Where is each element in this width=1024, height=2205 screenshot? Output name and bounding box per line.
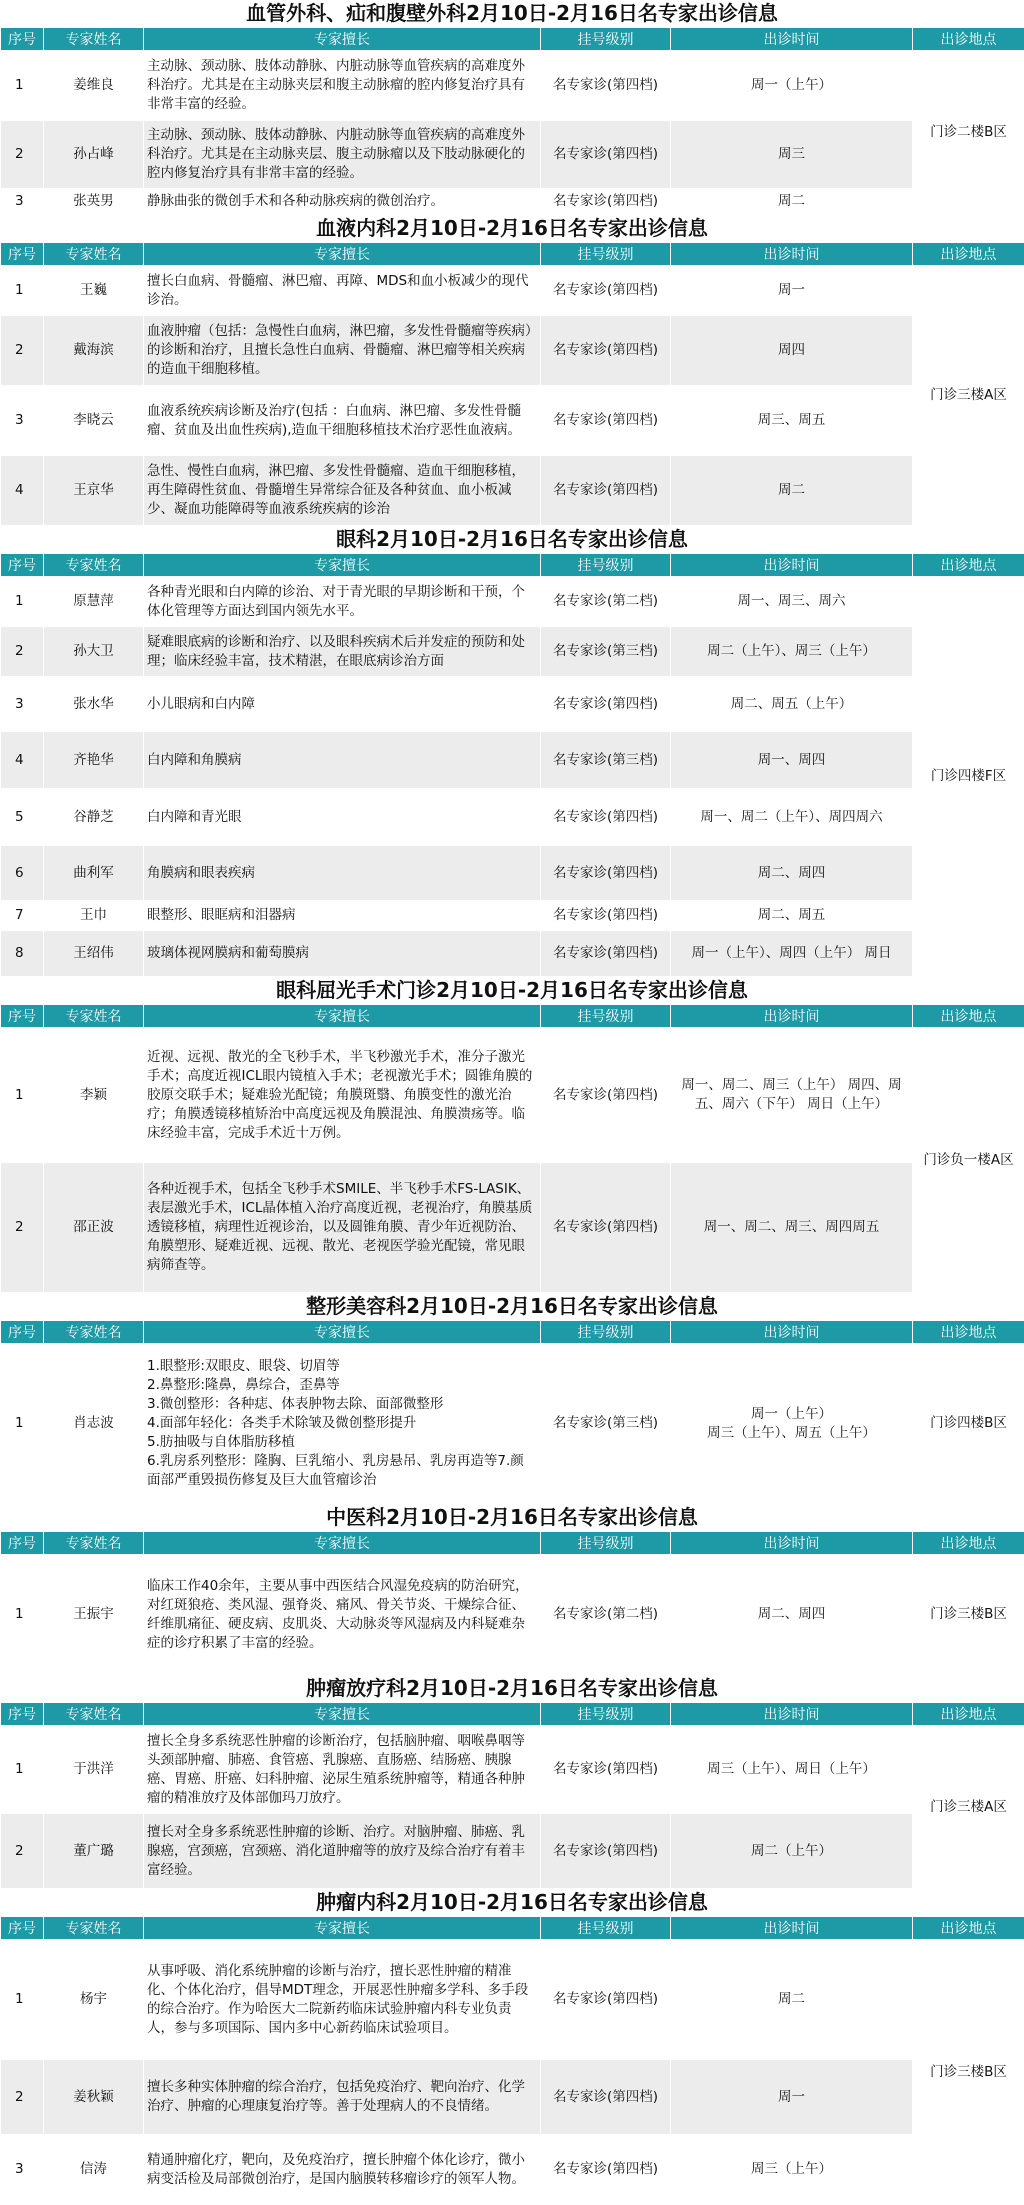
expert-specialty: 眼整形、眼眶病和泪器病 [144, 901, 541, 931]
col-header-specialty: 专家擅长 [144, 243, 541, 266]
row-number: 7 [1, 901, 44, 931]
clinic-time: 周二 [671, 456, 913, 526]
expert-specialty: 静脉曲张的微创手术和各种动脉疾病的微创治疗。 [144, 189, 541, 215]
expert-specialty: 小儿眼病和白内障 [144, 677, 541, 732]
expert-specialty: 血液系统疾病诊断及治疗(包括 ：白血病、淋巴瘤、多发性骨髓瘤、贫血及出血性疾病),造血干细胞移植技术治疗恶性血液病。 [144, 386, 541, 456]
clinic-time: 周三（上午） [671, 2135, 913, 2205]
registration-level: 名专家诊(第三档) [541, 1344, 671, 1504]
col-header-no: 序号 [1, 1532, 44, 1555]
expert-name: 肖志波 [44, 1344, 144, 1504]
table-row [1, 456, 1024, 526]
section-title: 血管外科、疝和腹壁外科2月10日-2月16日名专家出诊信息 [0, 0, 1024, 27]
col-header-no: 序号 [1, 1321, 44, 1344]
expert-name: 信涛 [44, 2135, 144, 2205]
row-number: 1 [1, 1726, 44, 1814]
row-number: 2 [1, 121, 44, 189]
expert-specialty: 临床工作40余年，主要从事中西医结合风湿免疫病的防治研究，对红斑狼疮、类风湿、强脊炎、痛风、骨关节炎、干燥综合征、纤维肌痛征、硬皮病、皮肌炎、大动脉炎等风湿病及内科疑难杂症的诊疗积累了丰富的经验。 [144, 1555, 541, 1675]
col-header-specialty: 专家擅长 [144, 1321, 541, 1344]
expert-name: 齐艳华 [44, 732, 144, 789]
table-row [1, 2135, 1024, 2205]
header-row [1, 1703, 1024, 1726]
table-row [1, 1814, 1024, 1889]
row-number: 8 [1, 931, 44, 977]
clinic-location: 门诊四楼F区 [913, 577, 1024, 977]
row-number: 4 [1, 732, 44, 789]
table-row [1, 2060, 1024, 2135]
col-header-specialty: 专家擅长 [144, 554, 541, 577]
col-header-time: 出诊时间 [671, 1917, 913, 1940]
col-header-level: 挂号级别 [541, 28, 671, 51]
table-row [1, 1163, 1024, 1293]
expert-name: 姜秋颖 [44, 2060, 144, 2135]
registration-level: 名专家诊(第四档) [541, 1163, 671, 1293]
expert-name: 董广璐 [44, 1814, 144, 1889]
col-header-time: 出诊时间 [671, 1005, 913, 1028]
table-row [1, 846, 1024, 901]
col-header-no: 序号 [1, 1917, 44, 1940]
expert-name: 李晓云 [44, 386, 144, 456]
clinic-time: 周一（上午）、周四（上午） 周日 [671, 931, 913, 977]
header-row [1, 1917, 1024, 1940]
expert-specialty: 近视、远视、散光的全飞秒手术，半飞秒激光手术，准分子激光手术；高度近视ICL眼内镜植入手术；老视激光手术；圆锥角膜的胶原交联手术；疑难验光配镜；角膜斑翳、角膜变性的激光治疗；角膜透镜移植矫治中高度远视及角膜混浊、角膜溃疡等。临床经验丰富，完成手术近十万例。 [144, 1028, 541, 1163]
registration-level: 名专家诊(第四档) [541, 1028, 671, 1163]
clinic-time: 周一（上午） 周三（上午）、周五（上午） [671, 1344, 913, 1504]
col-header-name: 专家姓名 [44, 1532, 144, 1555]
col-header-specialty: 专家擅长 [144, 1917, 541, 1940]
section-title: 肿瘤放疗科2月10日-2月16日名专家出诊信息 [0, 1675, 1024, 1702]
registration-level: 名专家诊(第三档) [541, 732, 671, 789]
header-row [1, 28, 1024, 51]
row-number: 1 [1, 1028, 44, 1163]
header-row [1, 1321, 1024, 1344]
clinic-location: 门诊负一楼A区 [913, 1028, 1024, 1293]
clinic-time: 周二、周四 [671, 846, 913, 901]
table-row [1, 189, 1024, 215]
clinic-time: 周一、周三、周六 [671, 577, 913, 627]
col-header-time: 出诊时间 [671, 1532, 913, 1555]
schedule-table [0, 1702, 1024, 1889]
col-header-level: 挂号级别 [541, 1005, 671, 1028]
col-header-specialty: 专家擅长 [144, 1005, 541, 1028]
row-number: 3 [1, 189, 44, 215]
schedule-table [0, 242, 1024, 526]
expert-specialty: 主动脉、颈动脉、肢体动静脉、内脏动脉等血管疾病的高难度外科治疗。尤其是在主动脉夹层、腹主动脉瘤以及下肢动脉硬化的腔内修复治疗具有非常丰富的经验。 [144, 121, 541, 189]
section-title: 血液内科2月10日-2月16日名专家出诊信息 [0, 215, 1024, 242]
clinic-time: 周二（上午）、周三（上午） [671, 627, 913, 677]
schedule-table [0, 27, 1024, 215]
clinic-time: 周二 [671, 189, 913, 215]
registration-level: 名专家诊(第四档) [541, 2060, 671, 2135]
expert-specialty: 1.眼整形:双眼皮、眼袋、切眉等 2.鼻整形:隆鼻，鼻综合，歪鼻等 3.微创整形：各种痣、体表肿物去除、面部微整形 4.面部年轻化：各类手术除皱及微创整形提升 5.肪抽吸与自体脂肪移植 6.乳房系列整形：隆胸、巨乳缩小、乳房悬吊、乳房再造等7.颜面部严重毁损伤修复及巨大血管瘤诊治 [144, 1344, 541, 1504]
registration-level: 名专家诊(第四档) [541, 189, 671, 215]
schedule-table [0, 1004, 1024, 1293]
expert-specialty: 擅长对全身多系统恶性肿瘤的诊断、治疗。对脑肿瘤、肺癌、乳腺癌，宫颈癌，宫颈癌、消化道肿瘤等的放疗及综合治疗有着丰富经验。 [144, 1814, 541, 1889]
table-row [1, 1940, 1024, 2060]
clinic-time: 周二、周四 [671, 1555, 913, 1675]
expert-name: 王京华 [44, 456, 144, 526]
schedule-table [0, 1916, 1024, 2205]
header-row [1, 1532, 1024, 1555]
col-header-name: 专家姓名 [44, 1917, 144, 1940]
registration-level: 名专家诊(第四档) [541, 1940, 671, 2060]
registration-level: 名专家诊(第四档) [541, 846, 671, 901]
clinic-time: 周一（上午） [671, 51, 913, 121]
expert-specialty: 各种青光眼和白内障的诊治、对于青光眼的早期诊断和干预，个体化管理等方面达到国内领先水平。 [144, 577, 541, 627]
col-header-location: 出诊地点 [913, 28, 1024, 51]
expert-name: 李颖 [44, 1028, 144, 1163]
registration-level: 名专家诊(第二档) [541, 577, 671, 627]
table-row [1, 627, 1024, 677]
col-header-location: 出诊地点 [913, 1532, 1024, 1555]
registration-level: 名专家诊(第四档) [541, 51, 671, 121]
col-header-level: 挂号级别 [541, 1703, 671, 1726]
clinic-location: 门诊三楼A区 [913, 266, 1024, 526]
row-number: 2 [1, 1163, 44, 1293]
expert-specialty: 血液肿瘤（包括：急慢性白血病，淋巴瘤，多发性骨髓瘤等疾病）的诊断和治疗，且擅长急性白血病、骨髓瘤、淋巴瘤等相关疾病的造血干细胞移植。 [144, 316, 541, 386]
clinic-time: 周二、周五 [671, 901, 913, 931]
clinic-time: 周一、周二、周三（上午） 周四、周五、周六（下午） 周日（上午） [671, 1028, 913, 1163]
col-header-name: 专家姓名 [44, 1005, 144, 1028]
col-header-specialty: 专家擅长 [144, 1532, 541, 1555]
col-header-specialty: 专家擅长 [144, 28, 541, 51]
schedule-table [0, 553, 1024, 977]
clinic-location: 门诊四楼B区 [913, 1344, 1024, 1504]
expert-name: 孙大卫 [44, 627, 144, 677]
clinic-time: 周四 [671, 316, 913, 386]
table-row [1, 677, 1024, 732]
table-row [1, 931, 1024, 977]
registration-level: 名专家诊(第四档) [541, 266, 671, 316]
header-row [1, 1005, 1024, 1028]
row-number: 1 [1, 266, 44, 316]
section-title: 肿瘤内科2月10日-2月16日名专家出诊信息 [0, 1889, 1024, 1916]
col-header-level: 挂号级别 [541, 1321, 671, 1344]
col-header-specialty: 专家擅长 [144, 1703, 541, 1726]
col-header-time: 出诊时间 [671, 243, 913, 266]
row-number: 6 [1, 846, 44, 901]
expert-specialty: 精通肿瘤化疗，靶向，及免疫治疗，擅长肿瘤个体化诊疗，微小病变活检及局部微创治疗，是国内脑膜转移瘤诊疗的领军人物。 [144, 2135, 541, 2205]
expert-name: 曲利军 [44, 846, 144, 901]
registration-level: 名专家诊(第四档) [541, 1814, 671, 1889]
clinic-location: 门诊三楼B区 [913, 1555, 1024, 1675]
col-header-no: 序号 [1, 554, 44, 577]
section-title: 眼科2月10日-2月16日名专家出诊信息 [0, 526, 1024, 553]
expert-specialty: 白内障和青光眼 [144, 789, 541, 846]
col-header-name: 专家姓名 [44, 1321, 144, 1344]
row-number: 1 [1, 1940, 44, 2060]
expert-name: 戴海滨 [44, 316, 144, 386]
col-header-level: 挂号级别 [541, 1532, 671, 1555]
col-header-time: 出诊时间 [671, 1321, 913, 1344]
table-row [1, 316, 1024, 386]
section-title: 整形美容科2月10日-2月16日名专家出诊信息 [0, 1293, 1024, 1320]
col-header-location: 出诊地点 [913, 1917, 1024, 1940]
clinic-location: 门诊二楼B区 [913, 51, 1024, 215]
expert-name: 孙占峰 [44, 121, 144, 189]
expert-specialty: 疑难眼底病的诊断和治疗、以及眼科疾病术后并发症的预防和处理；临床经验丰富，技术精湛，在眼底病诊治方面 [144, 627, 541, 677]
col-header-time: 出诊时间 [671, 28, 913, 51]
clinic-time: 周一、周二（上午）、周四周六 [671, 789, 913, 846]
expert-name: 邵正波 [44, 1163, 144, 1293]
expert-specialty: 擅长全身多系统恶性肿瘤的诊断治疗，包括脑肿瘤、咽喉鼻咽等头颈部肿瘤、肺癌、食管癌、乳腺癌、直肠癌、结肠癌、胰腺癌、胃癌、肝癌、妇科肿瘤、泌尿生殖系统肿瘤等，精通各种肿瘤的精准放疗及体部伽玛刀放疗。 [144, 1726, 541, 1814]
col-header-level: 挂号级别 [541, 243, 671, 266]
expert-name: 姜维良 [44, 51, 144, 121]
row-number: 1 [1, 1344, 44, 1504]
section-title: 眼科屈光手术门诊2月10日-2月16日名专家出诊信息 [0, 977, 1024, 1004]
row-number: 1 [1, 1555, 44, 1675]
row-number: 5 [1, 789, 44, 846]
expert-name: 王绍伟 [44, 931, 144, 977]
registration-level: 名专家诊(第四档) [541, 1726, 671, 1814]
col-header-no: 序号 [1, 1703, 44, 1726]
col-header-no: 序号 [1, 28, 44, 51]
row-number: 3 [1, 386, 44, 456]
col-header-name: 专家姓名 [44, 554, 144, 577]
expert-specialty: 擅长白血病、骨髓瘤、淋巴瘤、再障、MDS和血小板减少的现代诊治。 [144, 266, 541, 316]
expert-name: 原慧萍 [44, 577, 144, 627]
row-number: 3 [1, 2135, 44, 2205]
row-number: 2 [1, 1814, 44, 1889]
table-row [1, 901, 1024, 931]
table-row [1, 1344, 1024, 1504]
registration-level: 名专家诊(第四档) [541, 386, 671, 456]
table-row [1, 1555, 1024, 1675]
expert-name: 谷静芝 [44, 789, 144, 846]
clinic-time: 周三（上午）、周日（上午） [671, 1726, 913, 1814]
clinic-time: 周一、周四 [671, 732, 913, 789]
expert-specialty: 急性、慢性白血病，淋巴瘤、多发性骨髓瘤、造血干细胞移植，再生障碍性贫血、骨髓增生异常综合征及各种贫血、血小板减少、凝血功能障碍等血液系统疾病的诊治 [144, 456, 541, 526]
expert-name: 王振宇 [44, 1555, 144, 1675]
clinic-time: 周三 [671, 121, 913, 189]
registration-level: 名专家诊(第四档) [541, 121, 671, 189]
table-row [1, 732, 1024, 789]
table-row [1, 789, 1024, 846]
col-header-level: 挂号级别 [541, 554, 671, 577]
header-row [1, 554, 1024, 577]
clinic-location: 门诊三楼A区 [913, 1726, 1024, 1889]
registration-level: 名专家诊(第四档) [541, 789, 671, 846]
col-header-location: 出诊地点 [913, 554, 1024, 577]
clinic-time: 周三、周五 [671, 386, 913, 456]
expert-specialty: 玻璃体视网膜病和葡萄膜病 [144, 931, 541, 977]
expert-name: 杨宇 [44, 1940, 144, 2060]
expert-name: 于洪洋 [44, 1726, 144, 1814]
table-row [1, 266, 1024, 316]
table-row [1, 386, 1024, 456]
registration-level: 名专家诊(第三档) [541, 627, 671, 677]
expert-name: 王巍 [44, 266, 144, 316]
clinic-time: 周一 [671, 2060, 913, 2135]
row-number: 2 [1, 316, 44, 386]
col-header-location: 出诊地点 [913, 243, 1024, 266]
col-header-name: 专家姓名 [44, 1703, 144, 1726]
row-number: 2 [1, 2060, 44, 2135]
col-header-time: 出诊时间 [671, 1703, 913, 1726]
header-row [1, 243, 1024, 266]
col-header-location: 出诊地点 [913, 1321, 1024, 1344]
clinic-time: 周一 [671, 266, 913, 316]
expert-specialty: 主动脉、颈动脉、肢体动静脉、内脏动脉等血管疾病的高难度外科治疗。尤其是在主动脉夹层和腹主动脉瘤的腔内修复治疗具有非常丰富的经验。 [144, 51, 541, 121]
expert-name: 张水华 [44, 677, 144, 732]
col-header-time: 出诊时间 [671, 554, 913, 577]
registration-level: 名专家诊(第四档) [541, 456, 671, 526]
row-number: 3 [1, 677, 44, 732]
clinic-location: 门诊三楼B区 [913, 1940, 1024, 2205]
table-row [1, 121, 1024, 189]
registration-level: 名专家诊(第四档) [541, 901, 671, 931]
clinic-time: 周二、周五（上午） [671, 677, 913, 732]
expert-specialty: 各种近视手术，包括全飞秒手术SMILE、半飞秒手术FS-LASIK、表层激光手术，ICL晶体植入治疗高度近视，老视治疗，角膜基质透镜移植，病理性近视诊治，以及圆锥角膜、青少年近视防治、角膜塑形、疑难近视、远视、散光、老视医学验光配镜，常见眼病筛查等。 [144, 1163, 541, 1293]
expert-specialty: 从事呼吸、消化系统肿瘤的诊断与治疗，擅长恶性肿瘤的精准化、个体化治疗，倡导MDT理念，开展恶性肿瘤多学科、多手段的综合治疗。作为哈医大二院新药临床试验肿瘤内科专业负责人，参与多项国际、国内多中心新药临床试验项目。 [144, 1940, 541, 2060]
registration-level: 名专家诊(第四档) [541, 316, 671, 386]
expert-specialty: 擅长多种实体肿瘤的综合治疗，包括免疫治疗、靶向治疗、化学治疗、肿瘤的心理康复治疗等。善于处理病人的不良情绪。 [144, 2060, 541, 2135]
registration-level: 名专家诊(第二档) [541, 1555, 671, 1675]
table-row [1, 51, 1024, 121]
section-title: 中医科2月10日-2月16日名专家出诊信息 [0, 1504, 1024, 1531]
table-row [1, 577, 1024, 627]
expert-name: 王巾 [44, 901, 144, 931]
col-header-location: 出诊地点 [913, 1703, 1024, 1726]
row-number: 1 [1, 51, 44, 121]
clinic-time: 周一、周二、周三、周四周五 [671, 1163, 913, 1293]
clinic-time: 周二（上午） [671, 1814, 913, 1889]
expert-specialty: 角膜病和眼表疾病 [144, 846, 541, 901]
row-number: 1 [1, 577, 44, 627]
schedule-table [0, 1320, 1024, 1504]
col-header-level: 挂号级别 [541, 1917, 671, 1940]
row-number: 2 [1, 627, 44, 677]
schedule-table [0, 1531, 1024, 1675]
registration-level: 名专家诊(第四档) [541, 2135, 671, 2205]
expert-name: 张英男 [44, 189, 144, 215]
col-header-name: 专家姓名 [44, 243, 144, 266]
registration-level: 名专家诊(第四档) [541, 677, 671, 732]
expert-specialty: 白内障和角膜病 [144, 732, 541, 789]
table-row [1, 1028, 1024, 1163]
col-header-location: 出诊地点 [913, 1005, 1024, 1028]
col-header-no: 序号 [1, 243, 44, 266]
row-number: 4 [1, 456, 44, 526]
col-header-no: 序号 [1, 1005, 44, 1028]
registration-level: 名专家诊(第四档) [541, 931, 671, 977]
table-row [1, 1726, 1024, 1814]
col-header-name: 专家姓名 [44, 28, 144, 51]
clinic-time: 周二 [671, 1940, 913, 2060]
